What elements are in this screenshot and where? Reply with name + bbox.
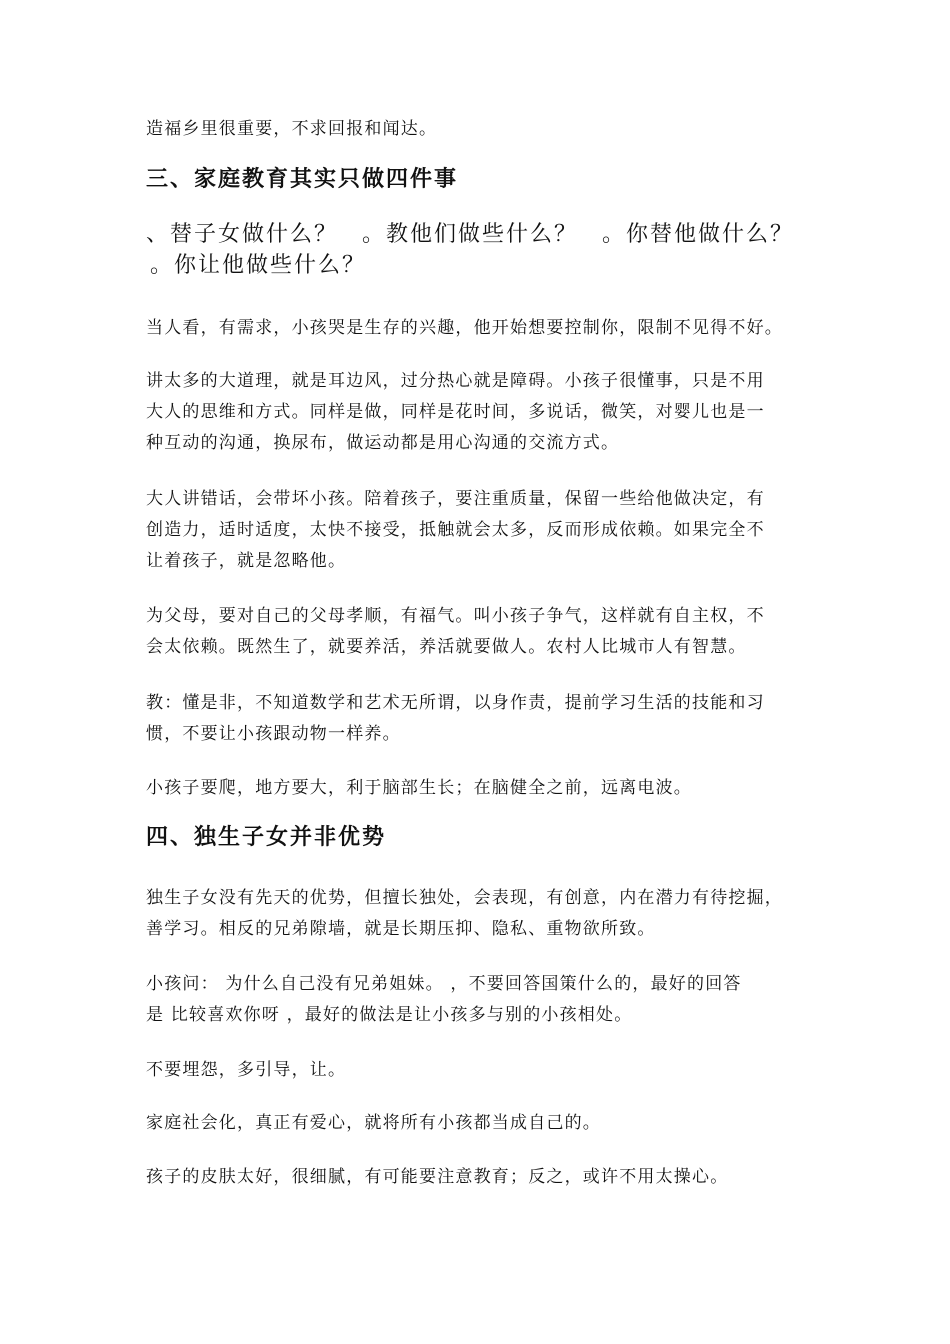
heading-section-4: 四、独生子女并非优势 <box>146 824 387 850</box>
paragraph-3 <box>146 484 814 577</box>
paragraph-intro <box>146 114 814 145</box>
paragraph-4 <box>146 601 814 663</box>
text-line: 惯，不要让小孩跟动物一样养。 <box>146 724 401 744</box>
paragraph-11 <box>146 1162 814 1193</box>
text-line: 小孩子要爬，地方要大，利于脑部生长；在脑健全之前，远离电波。 <box>146 778 692 798</box>
paragraph-9 <box>146 1055 814 1086</box>
paragraph-8 <box>146 969 814 1031</box>
text-line: 大人的思维和方式。同样是做，同样是花时间，多说话，微笑，对婴儿也是一 <box>146 402 765 422</box>
four-questions-line-1: 、替子女做什么？ 。教他们做些什么？ 。你替他做什么？ <box>146 222 795 247</box>
paragraph-6 <box>146 773 814 804</box>
text-line: 大人讲错话，会带坏小孩。陪着孩子，要注重质量，保留一些给他做决定，有 <box>146 489 765 509</box>
text-line: 造福乡里很重要，不求回报和闻达。 <box>146 119 438 139</box>
text-line: 孩子的皮肤太好，很细腻，有可能要注意教育；反之，或许不用太操心。 <box>146 1167 729 1187</box>
paragraph-10 <box>146 1108 814 1139</box>
heading-section-3: 三、家庭教育其实只做四件事 <box>146 166 459 192</box>
text-line: 让着孩子，就是忽略他。 <box>146 551 347 571</box>
paragraph-5 <box>146 688 814 750</box>
text-line: 教：懂是非，不知道数学和艺术无所谓，以身作责，提前学习生活的技能和习 <box>146 693 765 713</box>
text-line: 会太依赖。既然生了，就要养活，养活就要做人。农村人比城市人有智慧。 <box>146 637 747 657</box>
text-line: 是 比较喜欢你呀 ，最好的做法是让小孩多与别的小孩相处。 <box>146 1005 633 1025</box>
paragraph-2 <box>146 366 814 459</box>
text-line: 为父母，要对自己的父母孝顺，有福气。叫小孩子争气，这样就有自主权，不 <box>146 606 765 626</box>
paragraph-7 <box>146 883 814 945</box>
text-line: 不要埋怨，多引导，让。 <box>146 1060 347 1080</box>
paragraph-1 <box>146 313 814 344</box>
text-line: 讲太多的大道理，就是耳边风，过分热心就是障碍。小孩子很懂事，只是不用 <box>146 371 765 391</box>
text-line: 独生子女没有先天的优势，但擅长独处，会表现，有创意，内在潜力有待挖掘， <box>146 888 783 908</box>
text-line: 当人看，有需求，小孩哭是生存的兴趣，他开始想要控制你，限制不见得不好。 <box>146 318 783 338</box>
text-line: 家庭社会化，真正有爱心，就将所有小孩都当成自己的。 <box>146 1113 601 1133</box>
text-line: 小孩问： 为什么自己没有兄弟姐妹。 ，不要回答国策什么的，最好的回答 <box>146 974 742 994</box>
text-line: 创造力，适时适度，太快不接受，抵触就会太多，反而形成依赖。如果完全不 <box>146 520 765 540</box>
text-line: 种互动的沟通，换尿布，做运动都是用心沟通的交流方式。 <box>146 433 620 453</box>
four-questions-line-2: 。你让他做些什么？ <box>150 253 367 278</box>
text-line: 善学习。相反的兄弟隙墙，就是长期压抑、隐私、重物欲所致。 <box>146 919 656 939</box>
